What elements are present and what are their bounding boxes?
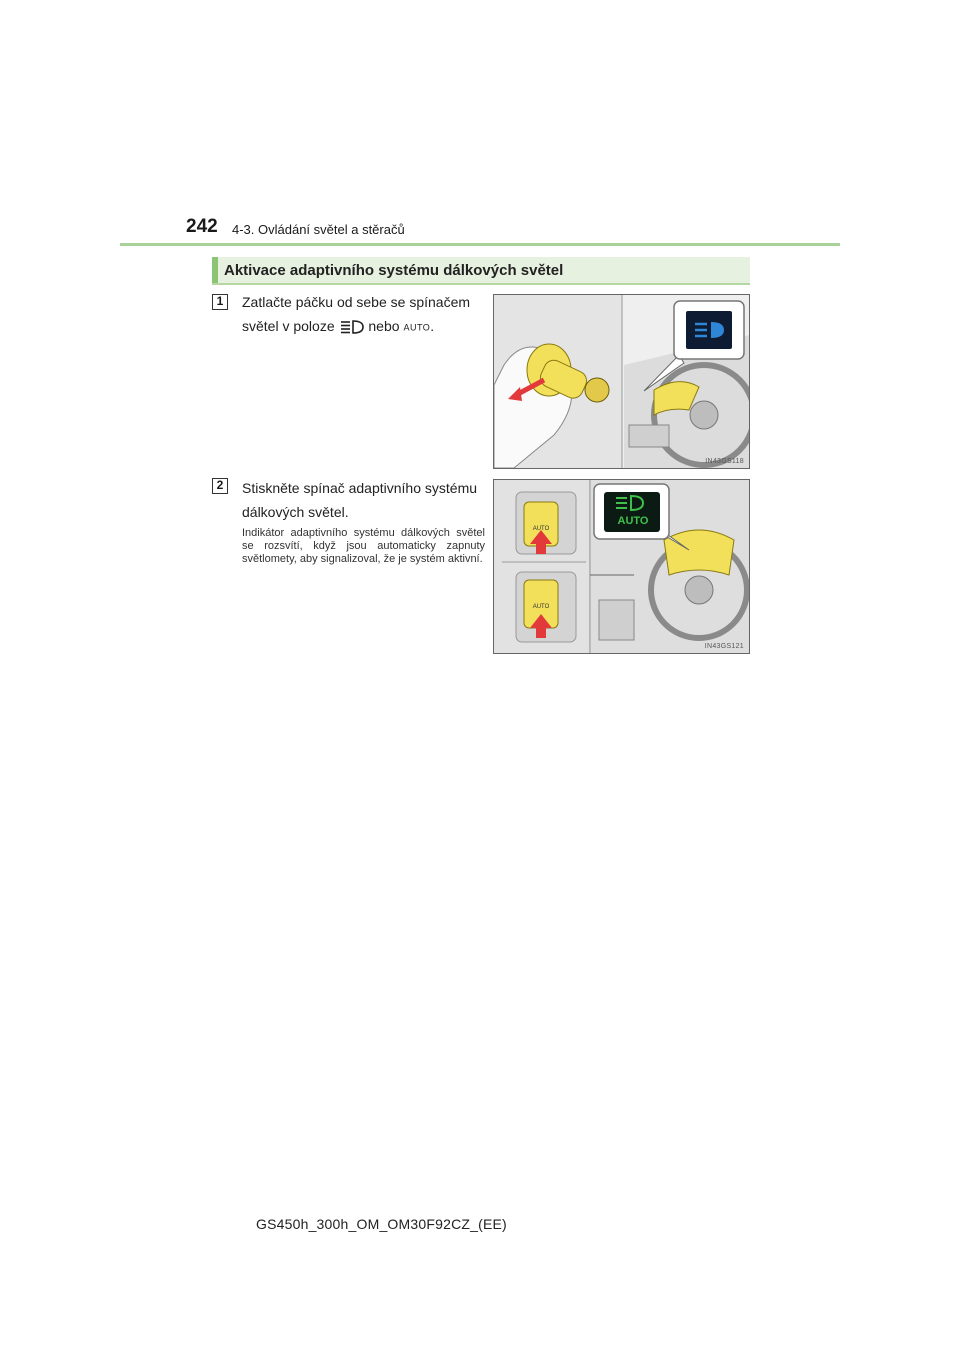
section-path: 4-3. Ovládání světel a stěračů bbox=[232, 222, 405, 237]
section-heading bbox=[212, 257, 750, 285]
step-2-text: Stiskněte spínač adaptivního systému dálkových světel. bbox=[242, 480, 478, 520]
lever-illustration bbox=[493, 294, 750, 469]
step-1-text-before: Zatlačte páčku od sebe se spínačem světel v poloze bbox=[242, 294, 471, 334]
header-rule bbox=[120, 243, 840, 246]
step-2-badge: 2 bbox=[212, 478, 228, 494]
auto-position-label: AUTO bbox=[403, 322, 431, 333]
step-1-badge: 1 bbox=[212, 294, 228, 310]
indicator-auto-label: AUTO bbox=[617, 515, 649, 527]
section-heading-text: Aktivace adaptivního systému dálkových světel bbox=[224, 262, 564, 279]
document-code: GS450h_300h_OM_OM30F92CZ_(EE) bbox=[256, 1216, 507, 1232]
figure-2-code: IN43GS121 bbox=[704, 643, 744, 650]
switch-top-auto-label: AUTO bbox=[532, 526, 550, 532]
figure-1-code: IN43GS118 bbox=[705, 458, 744, 465]
step-1-text-after: . bbox=[430, 318, 435, 334]
step-1-text bbox=[242, 290, 486, 339]
step-1-text-between: nebo bbox=[364, 318, 404, 334]
step-2-note: Indikátor adaptivního systému dálkových světel se rozsvítí, když jsou automaticky zapnuty světlomety, aby signalizoval, že je systém aktivní. bbox=[242, 527, 485, 565]
lever-illustration-drawing bbox=[494, 295, 749, 468]
switch-illustration-drawing bbox=[494, 480, 749, 653]
page-number: 242 bbox=[186, 216, 218, 237]
headlight-beam-icon bbox=[339, 319, 365, 335]
switch-illustration bbox=[493, 479, 750, 654]
switch-bottom-auto-label: AUTO bbox=[532, 604, 550, 610]
